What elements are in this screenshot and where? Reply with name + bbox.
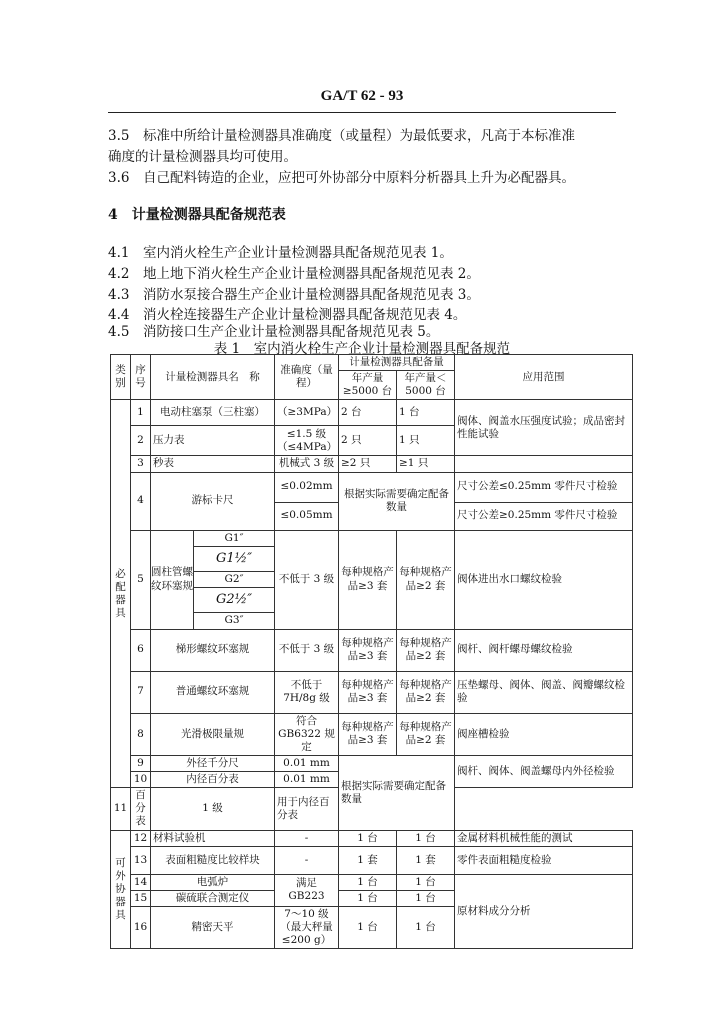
size-g1-half: G1½″ [194,547,274,572]
row-12-number: 12 [131,830,151,846]
row-4-accuracy-b: ≤0.05mm [275,502,339,530]
row-4-usage-b: 尺寸公差≥0.25mm 零件尺寸检验 [455,502,633,530]
equipment-spec-table [110,354,633,949]
paragraph-3-6: 3.6 自己配料铸造的企业，应把可外协部分中原料分析器具上升为必配器具。 [108,170,575,186]
row-5-usage: 阀体进出水口螺纹检验 [455,530,633,629]
header-usage: 应用范围 [455,355,633,400]
row-5-number: 5 [131,530,151,629]
row-3-low: ≥1 只 [397,456,455,472]
row-7-low: 每种规格产品≥2 套 [397,671,455,713]
row-5-low: 每种规格产品≥2 套 [397,530,455,629]
row-4-number: 4 [131,472,151,530]
row-16-name: 精密天平 [151,906,275,948]
item-4-2: 4.2 地上地下消火栓生产企业计量检测器具配备规范见表 2。 [108,266,480,282]
row-9-name: 外径千分尺 [151,755,275,771]
row-2-number: 2 [131,426,151,456]
row-9-11-quantity: 根据实际需要确定配备数量 [339,755,455,830]
row-16-number: 16 [131,906,151,948]
row-2-accuracy: ≤1.5 级（≤4MPa） [275,426,339,456]
row-15-low: 1 台 [397,890,455,906]
row-3-high: ≥2 只 [339,456,397,472]
row-5-name-cell [151,530,275,629]
row-16-accuracy: 7～10 级（最大秤量≤200 g） [275,906,339,948]
item-4-3: 4.3 消防水泵接合器生产企业计量检测器具配备规范见表 3。 [108,287,480,303]
row-5-high: 每种规格产品≥3 套 [339,530,397,629]
row-8-accuracy: 符合 GB6322 规定 [275,713,339,755]
header-number: 序号 [131,355,151,400]
row-4-usage-a: 尺寸公差≤0.25mm 零件尺寸检验 [455,472,633,502]
row-14-high: 1 台 [339,874,397,890]
row-6-low: 每种规格产品≥2 套 [397,629,455,671]
row-13-name: 表面粗糙度比较样块 [151,846,275,874]
row-4-quantity: 根据实际需要确定配备数量 [339,472,455,530]
paragraph-3-5-line2: 确度的计量检测器具均可使用。 [108,149,297,165]
header-instrument: 计量检测器具名 称 [151,355,275,400]
item-4-4: 4.4 消火栓连接器生产企业计量检测器具配备规范见表 4。 [108,307,467,323]
row-16-low: 1 台 [397,906,455,948]
row-2-name: 压力表 [151,426,275,456]
row-14-number: 14 [131,874,151,890]
row-3-number: 3 [131,456,151,472]
size-g3: G3″ [224,614,244,627]
row-9-10-usage: 阀杆、阀体、阀盖螺母内外径检验 [455,755,633,787]
row-6-number: 6 [131,629,151,671]
row-16-high: 1 台 [339,906,397,948]
row-4-accuracy-a: ≤0.02mm [275,472,339,502]
section-outsource: 可外协器具 [111,830,131,949]
paragraph-3-5-line1: 3.5 标准中所给计量检测器具准确度（或量程）为最低要求，凡高于本标准准 [108,128,575,144]
row-8-low: 每种规格产品≥2 套 [397,713,455,755]
row-13-low: 1 套 [397,846,455,874]
row-7-name: 普通螺纹环塞规 [151,671,275,713]
row-6-accuracy: 不低于 3 级 [275,629,339,671]
header-rule [108,112,616,113]
header-quota: 计量检测器具配备量 [339,355,455,371]
row-11-accuracy: 1 级 [151,788,275,830]
row-13-usage: 零件表面粗糙度检验 [455,846,633,874]
row-5-accuracy: 不低于 3 级 [275,530,339,629]
size-g2: G2″ [194,572,274,589]
size-g2-half: G2½″ [194,588,274,613]
row-1-number: 1 [131,400,151,426]
row-10-number: 10 [131,772,151,788]
row-2-high: 2 只 [339,426,397,456]
row-12-accuracy: - [275,830,339,846]
row-7-accuracy: 不低于 7H/8g 级 [275,671,339,713]
row-15-name: 碳硫联合测定仪 [151,890,275,906]
row-5-name: 圆柱管螺纹环塞规 [151,531,194,629]
row-1-2-usage: 阀体、阀盖水压强度试验；成品密封性能试验 [455,400,633,456]
size-g1: G1″ [194,531,274,548]
row-1-high: 2 台 [339,400,397,426]
row-12-high: 1 台 [339,830,397,846]
row-7-number: 7 [131,671,151,713]
row-15-high: 1 台 [339,890,397,906]
row-7-usage: 压垫螺母、阀体、阀盖、阀瓣螺纹检验 [455,671,633,713]
row-5-sizes [194,531,274,629]
section-required: 必配器具 [111,400,131,788]
row-10-name: 内径百分表 [151,772,275,788]
row-2-low: 1 只 [397,426,455,456]
row-13-number: 13 [131,846,151,874]
row-9-accuracy: 0.01 mm [275,755,339,771]
row-3-usage [455,456,633,472]
page-header: GA/T 62 - 93 [320,88,404,104]
header-accuracy: 准确度（量程） [275,355,339,400]
item-4-5: 4.5 消防接口生产企业计量检测器具配备规范见表 5。 [108,324,440,340]
row-11-usage: 用于内径百分表 [275,788,339,830]
row-11-name: 百分表 [131,788,151,830]
row-14-low: 1 台 [397,874,455,890]
header-output-high: 年产量≥5000 台 [339,371,397,400]
row-8-high: 每种规格产品≥3 套 [339,713,397,755]
row-15-number: 15 [131,890,151,906]
section-title: 4 计量检测器具配备规范表 [108,207,286,223]
header-output-low: 年产量＜5000 台 [397,371,455,400]
row-11-number: 11 [111,788,131,830]
row-12-name: 材料试验机 [151,830,275,846]
row-6-usage: 阀杆、阀杆螺母螺纹检验 [455,629,633,671]
header-category: 类别 [111,355,131,400]
row-8-number: 8 [131,713,151,755]
row-3-name: 秒表 [151,456,275,472]
row-1-low: 1 台 [397,400,455,426]
row-10-accuracy: 0.01 mm [275,772,339,788]
row-8-usage: 阀座槽检验 [455,713,633,755]
table-caption: 表 1 室内消火栓生产企业计量检测器具配备规范 [213,341,511,357]
row-7-high: 每种规格产品≥3 套 [339,671,397,713]
row-3-accuracy: 机械式 3 级 [275,456,339,472]
row-6-high: 每种规格产品≥3 套 [339,629,397,671]
row-1-accuracy: （≥3MPa） [275,400,339,426]
row-13-accuracy: - [275,846,339,874]
row-4-name: 游标卡尺 [151,472,275,530]
row-13-high: 1 套 [339,846,397,874]
row-6-name: 梯形螺纹环塞规 [151,629,275,671]
row-9-number: 9 [131,755,151,771]
row-14-16-usage: 原材料成分分析 [455,874,633,949]
item-4-1: 4.1 室内消火栓生产企业计量检测器具配备规范见表 1。 [108,245,453,261]
row-14-name: 电弧炉 [151,874,275,890]
row-12-usage: 金属材料机械性能的测试 [455,830,633,846]
row-1-name: 电动柱塞泵（三柱塞） [151,400,275,426]
row-8-name: 光滑极限量规 [151,713,275,755]
row-12-low: 1 台 [397,830,455,846]
row-14-15-accuracy: 满足 GB223 [275,874,339,906]
